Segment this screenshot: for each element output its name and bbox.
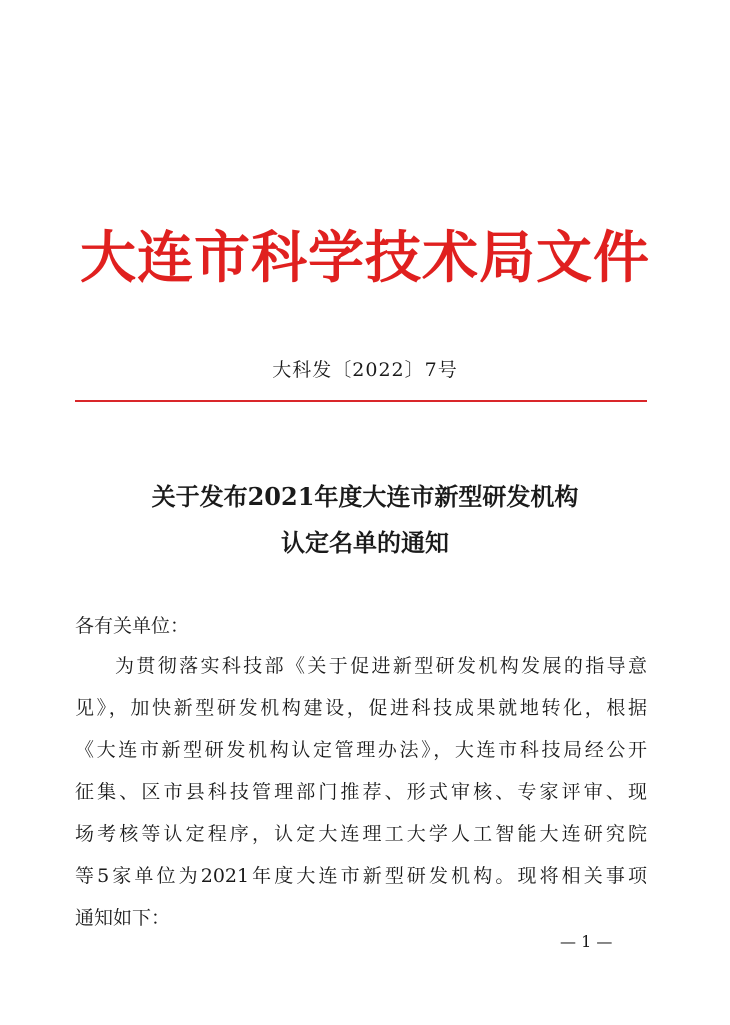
document-title: [0, 474, 730, 566]
body-line: 征集、区市县科技管理部门推荐、形式审核、专家评审、现: [75, 781, 647, 803]
salutation: 各有关单位：: [75, 615, 190, 637]
body-line: 《大连市新型研发机构认定管理办法》，大连市科技局经公开: [75, 739, 647, 761]
body-line: 通知如下：: [75, 907, 171, 929]
body-line: 为贯彻落实科技部《关于促进新型研发机构发展的指导意: [115, 655, 647, 677]
document-number: 大科发〔2022〕7号: [272, 359, 458, 381]
body-line: 场考核等认定程序，认定大连理工大学人工智能大连研究院: [75, 823, 647, 845]
red-divider-line: [75, 400, 647, 402]
body-paragraph: [75, 652, 647, 946]
title-line: 认定名单的通知: [281, 528, 449, 557]
title-line: 关于发布2021年度大连市新型研发机构: [151, 482, 579, 511]
body-line: 等5家单位为2021年度大连市新型研发机构。现将相关事项: [75, 865, 647, 887]
page-number: — 1 —: [560, 932, 613, 951]
body-line: 见》，加快新型研发机构建设，促进科技成果就地转化，根据: [75, 697, 647, 719]
document-header: 大连市科学技术局文件: [80, 225, 650, 291]
